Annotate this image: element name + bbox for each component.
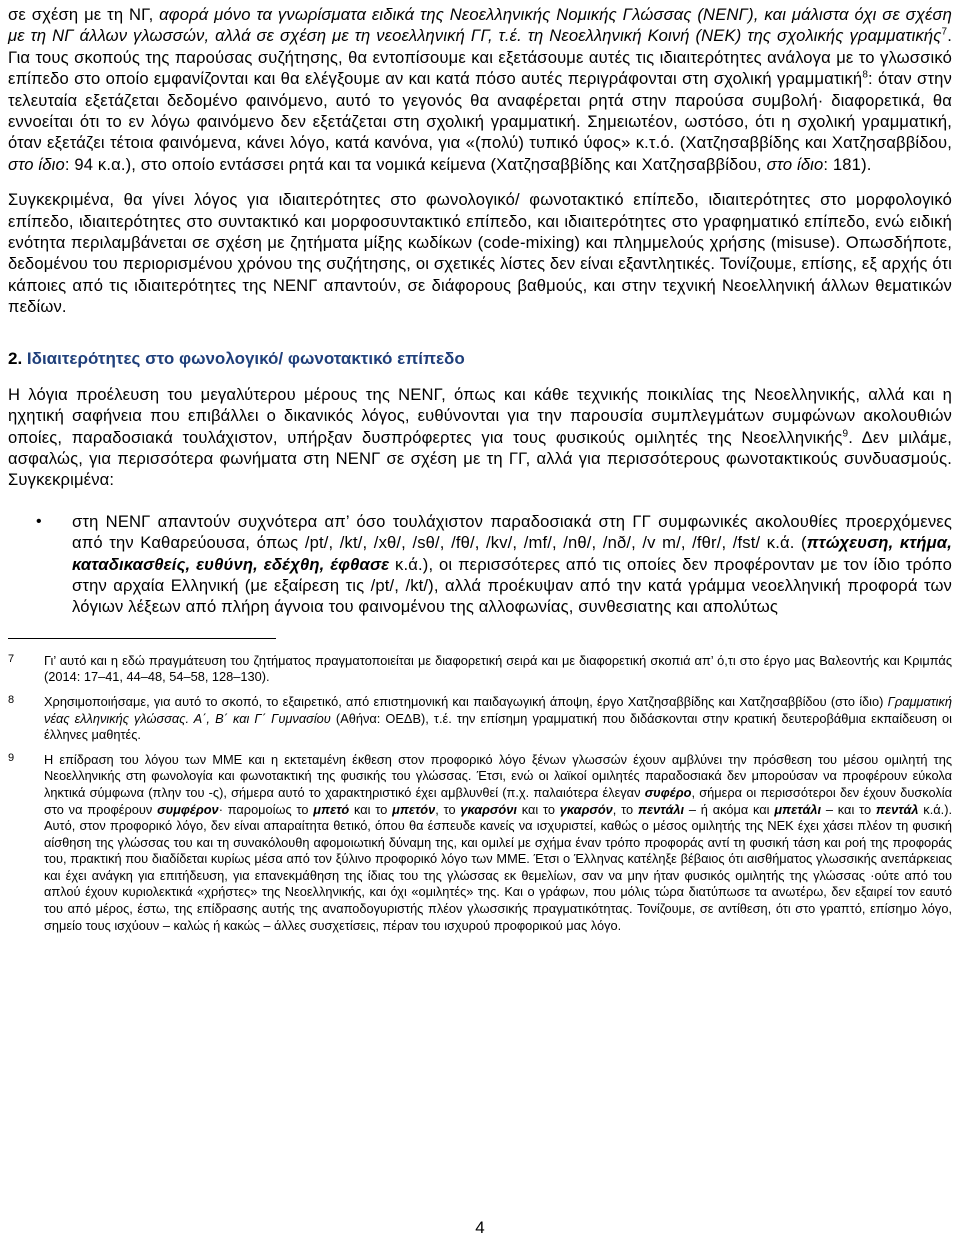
text-run: και το bbox=[516, 801, 560, 817]
text-run: – ή ακόμα και bbox=[684, 801, 775, 817]
italic-run: στο ίδιο bbox=[8, 154, 65, 174]
paragraph-section bbox=[8, 384, 952, 491]
bullet-icon: • bbox=[36, 512, 42, 530]
footnote-number: 7 bbox=[8, 652, 15, 665]
text-run: σε σχέση με τη ΝΓ, bbox=[8, 5, 160, 24]
section-heading bbox=[8, 348, 952, 370]
text-run: : 94 κ.α.), στο οποίο εντάσσει ρητά και τα νομικά κείμενα (Χατζησαββίδης και Χατζησαββίδου, bbox=[64, 154, 767, 174]
example-word: συφέρο bbox=[644, 784, 692, 800]
footnote-text bbox=[44, 694, 952, 744]
footnote-ref-8[interactable]: 8 bbox=[862, 69, 869, 81]
paragraph-scope: Συγκεκριμένα, θα γίνει λόγος για ιδιαιτερότητες στο φωνολογικό/ φωνοτακτικό επίπεδο, ιδιαιτερότητες στο μορφολογικό επίπεδο, ιδιαιτερότητες στο συντακτικό και μορφοσυντακτικό επίπεδο, και ιδιαιτερότητες στο γραφηματικό επίπεδο, ενώ ειδική ενότητα περιλαμβάνεται σε σχέση με ζητήματα μίξης κωδίκων (code-mixing) και πλημμελούς χρήσης (misuse). Οπωσδήποτε, δεδομένου του περιορισμένου χρόνου της συζήτησης, οι σχετικές λίστες δεν είναι εξαντλητικές. Τονίζουμε, επίσης, εξ αρχής ότι κάποιες από τις ιδιαιτερότητες της ΝΕΝΓ απαντούν, σε διάφορους βαθμούς, και στην τεχνική Νεοελληνική άλλων θεματικών πεδίων. bbox=[8, 190, 952, 317]
text-run: , το bbox=[435, 801, 461, 817]
bold-italic-run: πτώχευση, κτήμα, καταδικασθείς, ευθύνη, εδέχθη, έφθασε bbox=[72, 533, 952, 574]
text-run: , σήμερα οι περισσότεροι δεν έχουν δυσκολία στο να προφέρουν bbox=[44, 784, 952, 817]
footnote-text bbox=[44, 752, 952, 935]
text-run: Η επίδραση του λόγου των ΜΜΕ και η εκτεταμένη έκθεση στον προφορικό λόγο ξένων γλωσσών έχουν αμβλύνει την πρόσθεση του μέσου ομιλητή της Νεοελληνικής στη φωνολογία και φωνοτακτική της φυσικής του γλώσσας. Έτσι, ενώ οι λαϊκοί ομιλητές παραδοσιακά δεν μπορούσαν να προφέρουν εύκολα ληκτικά σύμφωνα (πλην του -ς), σήμερα αυτό το χαρακτηριστικό έχει αμβλυνθεί (π.χ. παλαιότερα έλεγαν bbox=[44, 751, 952, 800]
italic-run: αφορά μόνο τα γνωρίσματα ειδικά της Νεοελληνικής Νομικής Γλώσσας (ΝΕΝΓ), και μάλιστα όχι σε σχέση με τη ΝΓ άλλων γλωσσών, αλλά σε σχέση με τη νεοελληνική ΓΓ, τ.έ. τη Νεοελληνική Κοινή (ΝΕΚ) της σχολικής γραμματικής bbox=[8, 5, 952, 46]
text-run: και το bbox=[349, 801, 393, 817]
page-number: 4 bbox=[475, 1218, 485, 1237]
footnote-number: 9 bbox=[8, 751, 15, 764]
text-run: – και το bbox=[821, 801, 876, 817]
example-word: πεντάλι bbox=[637, 801, 685, 817]
footnote-ref-7[interactable]: 7 bbox=[941, 26, 948, 38]
text-run: , το bbox=[612, 801, 638, 817]
footnote-number: 8 bbox=[8, 693, 15, 706]
footnote-ref-9[interactable]: 9 bbox=[842, 427, 849, 439]
footnote-7 bbox=[8, 653, 952, 686]
footnote-text: Γι’ αυτό και η εδώ πραγμάτευση του ζητήματος πραγματοποιείται με διαφορετική σειρά και με διαφορετική σκοπιά απ’ ό,τι στο έργο μας Βαλεοντής και Κριμπάς (2014: 17–41, 44–48, 54–58, 128–130). bbox=[44, 652, 952, 685]
example-word: μπετόν bbox=[392, 801, 436, 817]
section-number: 2. bbox=[8, 348, 27, 368]
paragraph-intro bbox=[8, 4, 952, 175]
text-run: κ.ά.). Αυτό, στον προφορικό λόγο, δεν είναι απαραίτητα θετικό, όπου θα έσπευδε κανείς να ισχυριστεί, καθώς ο μέσος ομιλητής της ΝΕΚ έχει χάσει πλέον τη φυσική αίσθηση της γλώσσας του και τη συνακόλουθη αφομοιωτική δύναμη της, και ομιλεί με σχήμα έναν τρόπο προφοράς αντί τη φυσική τάση και ροή της προφοράς του, πρακτική που διαδίδεται κυρίως μέσα από τον ξύλινο προφορικό λόγο των ΜΜΕ. Έτσι ο Έλληνας κατέληξε βέβαιος ότι αισθήματος γλωσσικής ανεπάρκειας και έχει ανάγκη για επιτήδευση, για επανεκμάθηση της ίδιας του της γλώσσας εκ θεμελίων, σαν να μην ήταν φυσικός ομιλητής της γλώσσας ·ούτε από του απλού έχουν κυριολεκτικά «χρήστες» της Νεοελληνικής, και όχι «ομιλητές» της. Και ο γράφων, που μόλις τώρα διατύπωσε τα ανωτέρω, δεν εξαιρεί τον εαυτό του από μέρος, έστω, της επίδρασης αυτής της αναποδογυριστής πλέον γλωσσικής πραγματικότητας. Τονίζουμε, σε αντίθεση, ότι στο γραπτό, επίσημο λόγο, σημείο τους ισχύουν – καλώς ή κακώς – άλλες συσχετίσεις, πέραν του ισχυρού προφορικού μας λόγο. bbox=[44, 801, 953, 933]
footnote-9 bbox=[8, 752, 952, 935]
footnote-separator bbox=[8, 638, 276, 639]
text-run: (Αθήνα: ΟΕΔΒ), τ.έ. την επίσημη γραμματική που διδάσκονται στην κρατική δευτεροβάθμια εκπαίδευση οι έλληνες μαθητές. bbox=[44, 710, 952, 743]
example-word: πεντάλ bbox=[875, 801, 919, 817]
example-word: μπετό bbox=[313, 801, 350, 817]
italic-run: Γραμματική νέας ελληνικής γλώσσας. Α΄, Β΄ και Γ΄ Γυμνασίου bbox=[44, 693, 952, 726]
example-word: γκαρσόνι bbox=[460, 801, 517, 817]
text-run: κ.ά.), οι περισσότερες από τις οποίες δεν προφέρονταν με τον ίδιο τρόπο στην αρχαία Ελληνική (με εξαίρεση τις /pt/, /kt/), αλλά προέκυψαν από την κατά γράμμα νεοελληνική προφορά των λόγιων λέξεων από πλήρη άγνοια του φαινομένου της αλλοφωνίας, συνθεσιατης και απολύτως bbox=[72, 554, 952, 617]
text-run: Η λόγια προέλευση του μεγαλύτερου μέρους της ΝΕΝΓ, όπως και κάθε τεχνικής ποικιλίας της Νεοελληνικής, αλλά και η ηχητική σαφήνεια που επιβάλλει ο δικανικός λόγος, ευθύνονται για την παρουσία συμπλεγμάτων συμφώνων ακολουθιών οποίες, παραδοσιακά τουλάχιστον, υπήρξαν δυσπρόφερτες για τους φυσικούς ομιλητές της Νεοελληνικής bbox=[8, 384, 952, 447]
text-run: : 181). bbox=[823, 154, 872, 174]
text-run: : όταν στην τελευταία εξετάζεται δεδομένο φαινόμενο, αυτό το γεγονός θα αναφέρεται ρητά στην παρούσα συμβολή· διαφορετικά, θα εννοείται ότι το εν λόγω φαινόμενο δεν εξετάζεται στη σχολική γραμματική. Σημειωτέον, ωστόσο, ότι η σχολική γραμματική, όταν εξετάζει τέτοια φαινόμενα, κάνει λόγο, κατά κανόνα, για «(πολύ) τυπικό ύφος» κ.τ.ό. (Χατζησαββίδης και Χατζησαββίδου, bbox=[8, 69, 952, 153]
text-run: Χρησιμοποιήσαμε, για αυτό το σκοπό, το εξαιρετικό, από επιστημονική και παιδαγωγική άποψη, έργο Χατζησαββίδης και Χατζησαββίδου (στο ίδιο) bbox=[44, 693, 888, 709]
example-word: μπετάλι bbox=[774, 801, 822, 817]
section-title: Ιδιαιτερότητες στο φωνολογικό/ φωνοτακτικό επίπεδο bbox=[26, 348, 465, 368]
text-run: . Δεν μιλάμε, ασφαλώς, για περισσότερα φωνήματα στη ΝΕΝΓ σε σχέση με τη ΓΓ, αλλά για περισσότερους φωνοτακτικούς συνδυασμούς. Συγκεκριμένα: bbox=[8, 427, 952, 490]
bullet-text bbox=[72, 511, 952, 618]
italic-run: στο ίδιο bbox=[766, 154, 824, 174]
text-run: · παρομοίως το bbox=[218, 801, 314, 817]
footnote-8 bbox=[8, 694, 952, 744]
bullet-item bbox=[8, 511, 952, 618]
example-word: συμφέρον bbox=[157, 801, 219, 817]
text-run: στη ΝΕΝΓ απαντούν συχνότερα απ’ όσο τουλάχιστον παραδοσιακά στη ΓΓ συμφωνικές ακολουθίες προερχόμενες από την Καθαρεύουσα, όπως /pt/, /kt/, /xθ/, /sθ/, /fθ/, /kv/, /mf/, /nθ/, /nð/, /v m/, /fθr/, /fst/ κ.ά. ( bbox=[72, 511, 952, 553]
text-run: . Για τους σκοπούς της παρούσας συζήτησης, θα εντοπίσουμε και εξετάσουμε αυτές τις ιδιαιτερότητες ανάλογα με το γλωσσικό επίπεδο στο οποίο εμφανίζονται και θα ελέγξουμε αν και κατά πόσο αυτές περιγράφονται στη σχολική γραμματική bbox=[8, 26, 952, 89]
example-word: γκαρσόν bbox=[559, 801, 613, 817]
